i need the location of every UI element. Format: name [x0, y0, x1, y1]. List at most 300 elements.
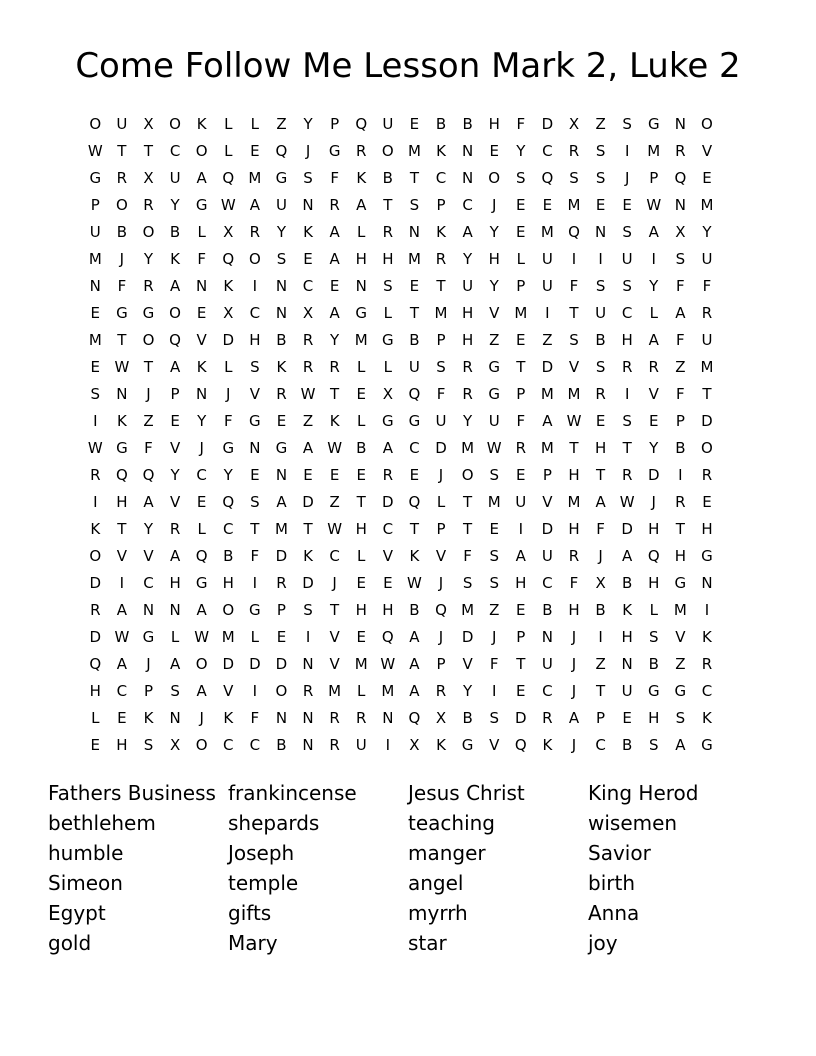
grid-letter: V	[435, 547, 447, 565]
grid-letter: F	[250, 709, 260, 727]
grid-letter: A	[409, 682, 420, 700]
grid-letter: H	[648, 520, 660, 538]
grid-letter: K	[702, 709, 712, 727]
word-list-item: Fathers Business	[48, 781, 216, 805]
grid-letter: S	[489, 547, 499, 565]
grid-letter: U	[701, 331, 713, 349]
grid-letter: F	[117, 277, 127, 295]
grid-letter: J	[119, 250, 125, 268]
grid-letter: R	[675, 142, 686, 160]
grid-letter: N	[382, 709, 394, 727]
grid-letter: R	[701, 304, 713, 322]
grid-letter: Y	[223, 466, 233, 484]
grid-letter: H	[568, 466, 580, 484]
grid-letter: V	[489, 304, 500, 322]
grid-letter: M	[487, 493, 501, 511]
grid-letter: C	[169, 142, 181, 160]
grid-row	[82, 597, 720, 624]
word-list-item: humble	[48, 841, 124, 865]
grid-letter: J	[146, 655, 151, 673]
grid-letter: A	[568, 709, 580, 727]
grid-row	[82, 165, 720, 192]
grid-letter: A	[169, 277, 181, 295]
grid-letter: H	[701, 520, 713, 538]
grid-letter: H	[355, 250, 367, 268]
grid-letter: U	[355, 736, 367, 754]
grid-letter: D	[302, 574, 314, 592]
word-list-item: gifts	[228, 901, 272, 925]
grid-letter: F	[676, 331, 685, 349]
grid-letter: E	[276, 628, 287, 646]
grid-letter: H	[594, 439, 607, 457]
grid-letter: A	[329, 223, 340, 241]
grid-letter: V	[169, 439, 181, 457]
grid-letter: D	[461, 628, 474, 646]
grid-letter: T	[330, 385, 340, 403]
grid-letter: H	[648, 574, 660, 592]
grid-letter: R	[621, 466, 633, 484]
grid-letter: L	[197, 223, 206, 241]
grid-letter: I	[491, 682, 497, 700]
grid-letter: S	[649, 736, 659, 754]
grid-letter: M	[221, 628, 235, 646]
grid-letter: S	[595, 358, 606, 376]
grid-letter: S	[569, 169, 579, 187]
grid-letter: J	[199, 439, 204, 457]
word-list-item: gold	[48, 931, 92, 955]
grid-letter: X	[143, 115, 154, 133]
grid-letter: F	[676, 277, 685, 295]
grid-letter: D	[621, 520, 633, 538]
grid-letter: G	[674, 574, 687, 592]
grid-letter: N	[302, 709, 314, 727]
grid-letter: O	[195, 142, 208, 160]
grid-letter: K	[622, 601, 633, 619]
grid-letter: P	[330, 115, 340, 133]
grid-row	[82, 543, 720, 570]
grid-letter: M	[540, 223, 554, 241]
grid-letter: I	[252, 682, 258, 700]
grid-letter: E	[516, 466, 526, 484]
grid-letter: A	[382, 439, 393, 457]
grid-letter: T	[250, 520, 260, 538]
grid-letter: P	[596, 709, 606, 727]
grid-letter: E	[250, 466, 260, 484]
grid-letter: G	[382, 412, 394, 430]
grid-letter: T	[675, 520, 685, 538]
grid-letter: S	[622, 412, 632, 430]
grid-letter: R	[462, 358, 473, 376]
grid-letter: U	[541, 655, 553, 673]
grid-letter: P	[675, 412, 685, 430]
grid-letter: R	[329, 736, 340, 754]
grid-letter: P	[516, 628, 526, 646]
word-list-item: Joseph	[228, 841, 295, 865]
grid-letter: X	[302, 304, 314, 322]
grid-letter: L	[436, 493, 446, 511]
grid-letter: C	[435, 169, 447, 187]
grid-letter: O	[248, 250, 261, 268]
grid-letter: P	[516, 385, 526, 403]
grid-letter: V	[489, 736, 500, 754]
grid-row	[82, 273, 720, 300]
grid-letter: D	[89, 574, 102, 592]
grid-letter: N	[408, 223, 421, 241]
word-list-item: Mary	[228, 931, 278, 955]
grid-letter: T	[117, 520, 127, 538]
grid-letter: T	[409, 520, 419, 538]
grid-letter: W	[220, 196, 236, 214]
grid-letter: R	[621, 358, 633, 376]
grid-letter: I	[119, 574, 125, 592]
grid-letter: R	[116, 169, 128, 187]
grid-letter: P	[436, 520, 446, 538]
grid-letter: Q	[674, 169, 687, 187]
grid-letter: K	[436, 223, 446, 241]
grid-letter: S	[303, 169, 313, 187]
grid-letter: D	[249, 655, 261, 673]
grid-letter: L	[357, 547, 366, 565]
grid-letter: M	[407, 142, 421, 160]
grid-letter: A	[409, 655, 420, 673]
grid-letter: U	[435, 412, 447, 430]
grid-letter: B	[435, 115, 447, 133]
grid-letter: A	[542, 412, 553, 430]
grid-letter: F	[702, 277, 712, 295]
grid-letter: V	[196, 331, 207, 349]
grid-letter: I	[571, 250, 577, 268]
grid-letter: F	[596, 520, 605, 538]
grid-letter: S	[595, 277, 606, 295]
grid-row	[82, 381, 720, 408]
grid-letter: T	[516, 358, 526, 376]
grid-letter: G	[328, 142, 341, 160]
grid-letter: S	[383, 277, 393, 295]
grid-letter: E	[595, 412, 606, 430]
grid-letter: A	[675, 736, 686, 754]
grid-row	[82, 435, 720, 462]
grid-letter: A	[675, 304, 686, 322]
grid-letter: I	[252, 277, 258, 295]
grid-letter: K	[303, 223, 313, 241]
grid-letter: X	[169, 736, 181, 754]
grid-letter: Q	[355, 115, 368, 133]
grid-letter: O	[89, 547, 102, 565]
grid-letter: B	[409, 601, 420, 619]
word-list-item: joy	[588, 931, 618, 955]
grid-letter: Q	[541, 169, 554, 187]
grid-row	[82, 489, 720, 516]
grid-letter: G	[89, 169, 102, 187]
grid-letter: N	[249, 439, 261, 457]
grid-letter: L	[250, 115, 260, 133]
grid-letter: E	[516, 601, 526, 619]
grid-letter: I	[93, 412, 98, 430]
grid-letter: M	[88, 331, 102, 349]
grid-letter: Y	[463, 250, 473, 268]
grid-row	[82, 300, 720, 327]
grid-letter: J	[146, 385, 151, 403]
grid-letter: E	[702, 169, 712, 187]
grid-letter: K	[436, 142, 446, 160]
grid-letter: E	[383, 574, 393, 592]
grid-letter: S	[489, 574, 499, 592]
grid-letter: M	[673, 601, 687, 619]
grid-letter: K	[436, 736, 446, 754]
grid-letter: R	[701, 466, 713, 484]
grid-letter: L	[224, 115, 233, 133]
grid-letter: K	[170, 250, 180, 268]
grid-letter: P	[90, 196, 100, 214]
grid-letter: L	[357, 223, 366, 241]
grid-letter: N	[674, 115, 686, 133]
grid-letter: S	[143, 736, 154, 754]
word-list	[48, 778, 768, 958]
grid-letter: Q	[89, 655, 102, 673]
grid-letter: V	[382, 547, 393, 565]
grid-letter: M	[434, 304, 448, 322]
grid-letter: L	[224, 142, 233, 160]
grid-letter: P	[516, 277, 526, 295]
grid-letter: B	[648, 655, 659, 673]
grid-letter: N	[275, 304, 288, 322]
grid-letter: W	[486, 439, 502, 457]
grid-letter: E	[196, 493, 207, 511]
grid-letter: M	[381, 682, 395, 700]
grid-letter: H	[222, 574, 234, 592]
grid-letter: F	[463, 547, 472, 565]
grid-letter: W	[646, 196, 662, 214]
grid-letter: M	[540, 385, 554, 403]
grid-letter: O	[142, 331, 155, 349]
grid-letter: X	[382, 385, 393, 403]
grid-letter: L	[170, 628, 180, 646]
grid-letter: P	[436, 196, 446, 214]
grid-letter: S	[595, 169, 606, 187]
grid-letter: I	[624, 385, 630, 403]
grid-letter: L	[357, 412, 366, 430]
grid-letter: I	[704, 601, 710, 619]
grid-letter: W	[194, 628, 210, 646]
grid-letter: N	[196, 277, 208, 295]
grid-letter: Y	[516, 142, 526, 160]
word-list-item: bethlehem	[48, 811, 156, 835]
grid-letter: F	[489, 655, 499, 673]
grid-letter: N	[621, 655, 633, 673]
grid-letter: F	[330, 169, 339, 187]
grid-letter: S	[489, 466, 499, 484]
grid-letter: A	[169, 358, 181, 376]
grid-letter: C	[382, 520, 394, 538]
grid-letter: R	[90, 466, 101, 484]
grid-letter: J	[651, 493, 656, 511]
grid-letter: G	[701, 736, 713, 754]
grid-letter: F	[436, 385, 446, 403]
grid-letter: U	[408, 358, 420, 376]
grid-letter: R	[382, 466, 394, 484]
grid-letter: U	[116, 115, 128, 133]
grid-letter: T	[117, 142, 127, 160]
grid-letter: A	[196, 601, 207, 619]
grid-letter: R	[648, 358, 659, 376]
grid-letter: W	[87, 439, 103, 457]
grid-letter: Y	[489, 277, 499, 295]
grid-letter: Q	[222, 169, 235, 187]
grid-letter: S	[516, 169, 526, 187]
grid-letter: S	[489, 709, 499, 727]
grid-letter: S	[436, 358, 446, 376]
grid-letter: H	[89, 682, 101, 700]
grid-letter: E	[409, 277, 420, 295]
grid-letter: W	[114, 358, 130, 376]
grid-letter: R	[462, 385, 473, 403]
grid-letter: Y	[649, 439, 659, 457]
grid-letter: J	[305, 142, 311, 160]
grid-letter: S	[622, 115, 632, 133]
grid-row	[82, 570, 720, 597]
grid-letter: T	[436, 277, 446, 295]
grid-letter: L	[649, 601, 658, 619]
grid-row	[82, 516, 720, 543]
grid-row	[82, 246, 720, 273]
grid-letter: C	[595, 736, 606, 754]
grid-letter: Y	[170, 196, 180, 214]
grid-row	[82, 678, 720, 705]
grid-letter: G	[488, 385, 501, 403]
grid-letter: H	[461, 331, 474, 349]
grid-letter: S	[569, 331, 579, 349]
grid-letter: E	[356, 628, 366, 646]
grid-letter: N	[89, 277, 101, 295]
grid-letter: C	[621, 304, 633, 322]
grid-letter: F	[569, 574, 579, 592]
grid-letter: C	[701, 682, 713, 700]
grid-letter: D	[701, 412, 713, 430]
grid-letter: G	[674, 682, 687, 700]
grid-letter: D	[222, 655, 235, 673]
grid-letter: H	[515, 574, 527, 592]
grid-letter: M	[567, 385, 581, 403]
grid-letter: M	[540, 439, 554, 457]
grid-letter: V	[542, 493, 553, 511]
grid-row	[82, 219, 720, 246]
grid-letter: S	[409, 196, 420, 214]
grid-letter: N	[461, 169, 474, 187]
grid-letter: S	[462, 574, 473, 592]
grid-letter: J	[571, 628, 577, 646]
grid-letter: X	[223, 304, 234, 322]
grid-letter: Z	[595, 655, 606, 673]
grid-letter: I	[598, 628, 603, 646]
grid-letter: K	[223, 709, 234, 727]
grid-letter: H	[382, 601, 394, 619]
grid-letter: N	[701, 574, 713, 592]
grid-letter: E	[489, 520, 499, 538]
grid-row	[82, 462, 720, 489]
grid-letter: A	[515, 547, 526, 565]
grid-letter: G	[195, 574, 208, 592]
grid-letter: O	[488, 169, 501, 187]
grid-letter: O	[222, 601, 235, 619]
grid-letter: O	[701, 115, 713, 133]
grid-letter: M	[354, 331, 368, 349]
grid-letter: H	[116, 493, 128, 511]
grid-row	[82, 705, 720, 732]
grid-letter: K	[196, 115, 207, 133]
grid-letter: U	[621, 250, 633, 268]
grid-letter: Q	[408, 709, 421, 727]
grid-letter: T	[143, 142, 154, 160]
grid-row	[82, 192, 720, 219]
grid-letter: M	[700, 358, 714, 376]
grid-letter: D	[515, 709, 527, 727]
grid-letter: D	[541, 358, 554, 376]
grid-letter: Y	[143, 520, 154, 538]
grid-letter: K	[542, 736, 553, 754]
grid-letter: K	[329, 412, 340, 430]
grid-letter: Q	[647, 547, 660, 565]
grid-letter: T	[702, 385, 712, 403]
grid-letter: C	[542, 574, 553, 592]
grid-letter: E	[196, 304, 207, 322]
grid-letter: L	[224, 358, 233, 376]
grid-letter: O	[701, 439, 713, 457]
grid-letter: H	[382, 250, 394, 268]
word-list-item: temple	[228, 871, 299, 895]
grid-letter: H	[116, 736, 128, 754]
grid-letter: O	[169, 115, 181, 133]
grid-letter: X	[675, 223, 686, 241]
grid-letter: Y	[463, 412, 473, 430]
grid-letter: L	[357, 358, 366, 376]
grid-letter: P	[170, 385, 180, 403]
grid-letter: Q	[142, 466, 155, 484]
grid-letter: E	[409, 466, 420, 484]
grid-letter: J	[438, 466, 444, 484]
grid-letter: C	[302, 277, 314, 295]
grid-row	[82, 354, 720, 381]
grid-letter: E	[356, 574, 366, 592]
grid-letter: X	[223, 223, 234, 241]
grid-letter: F	[250, 547, 260, 565]
grid-letter: L	[197, 520, 206, 538]
grid-letter: W	[619, 493, 635, 511]
grid-letter: R	[329, 196, 340, 214]
grid-letter: W	[114, 628, 130, 646]
grid-letter: Y	[330, 331, 340, 349]
grid-letter: E	[516, 331, 526, 349]
grid-letter: T	[383, 196, 393, 214]
grid-letter: T	[303, 520, 313, 538]
grid-letter: K	[276, 358, 287, 376]
word-list-item: King Herod	[588, 781, 699, 805]
grid-letter: R	[542, 709, 553, 727]
grid-letter: E	[489, 142, 499, 160]
grid-letter: A	[196, 682, 207, 700]
grid-letter: T	[595, 682, 606, 700]
grid-letter: M	[567, 196, 581, 214]
grid-letter: S	[250, 358, 260, 376]
grid-letter: C	[143, 574, 154, 592]
grid-letter: U	[462, 277, 474, 295]
grid-letter: J	[332, 574, 337, 592]
grid-letter: S	[170, 682, 180, 700]
grid-letter: R	[302, 682, 314, 700]
word-list-item: myrrh	[408, 901, 468, 925]
grid-letter: U	[595, 304, 607, 322]
grid-letter: Y	[303, 115, 313, 133]
grid-letter: J	[624, 169, 630, 187]
